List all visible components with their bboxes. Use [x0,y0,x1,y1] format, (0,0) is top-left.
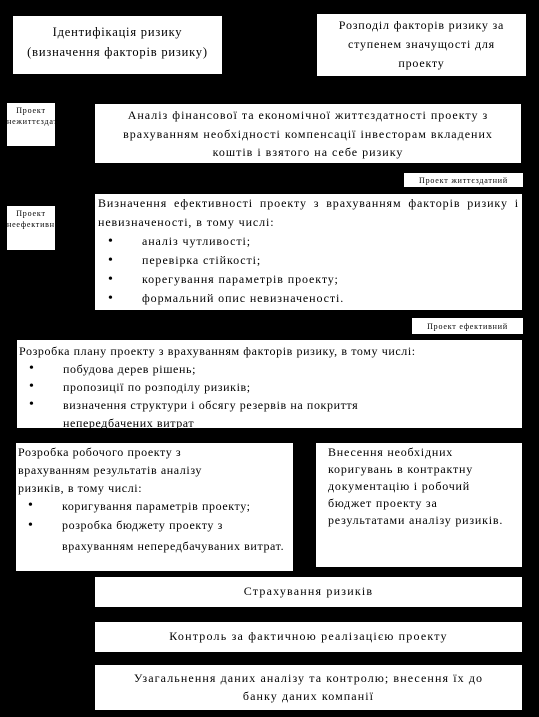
working-project-box [16,443,293,571]
not-viable-label: Проект нежиттєздатний [7,103,55,146]
list-item: • формальний опис невизначеності. [98,289,519,308]
risk-identification-box: Ідентифікація ризику (визначення факторів ризику) [13,16,222,74]
list-item: • побудова дерев рішень; [19,360,518,378]
not-effective-label: Проект неефективний [7,206,55,250]
list-item: • коригування параметрів проекту; [18,497,289,515]
working-project-heading: Розробка робочого проекту з врахуванням результатів аналізу ризиків, в тому числі: [18,445,203,495]
list-item: • аналіз чутливості; [98,232,519,251]
list-item: • перевірка стійкості; [98,251,519,270]
list-item: • розробка бюджету проекту з врахуванням непередбачуваних витрат. [18,515,289,557]
efficiency-list [98,232,519,308]
effective-label: Проект ефективний [412,318,523,334]
plan-box [17,340,522,428]
list-item: • пропозиції по розподілу ризиків; [19,378,518,396]
list-item: • визначення структури і обсягу резервів на покриття непередбачених витрат [19,396,518,432]
control-box: Контроль за фактичною реалізацією проекту [95,622,522,652]
plan-heading: Розробка плану проекту з врахуванням факторів ризику, в тому числі: [19,344,416,358]
efficiency-box [95,194,522,310]
insurance-box: Страхування ризиків [95,577,522,607]
factor-distribution-box: Розподіл факторів ризику за ступенем значущості для проекту [317,14,526,76]
list-item: • корегування параметрів проекту; [98,270,519,289]
plan-list [19,360,518,432]
viable-label: Проект життєздатний [404,173,523,187]
working-project-list [18,497,289,557]
efficiency-heading: Визначення ефективності проекту з врахуванням факторів ризику і невизначеності, в тому числі: [98,196,519,229]
corrections-box: Внесення необхідних коригувань в контрактну документацію і робочий бюджет проекту за результатами аналізу ризиків. [316,443,522,567]
connector-line [222,44,317,45]
viability-analysis-box: Аналіз фінансової та економічної життєздатності проекту з врахуванням необхідності компенсації інвесторам вкладених коштів і взятого на себе ризику [95,104,521,163]
generalization-box: Узагальнення даних аналізу та контролю; внесення їх до банку даних компанії [95,665,522,710]
